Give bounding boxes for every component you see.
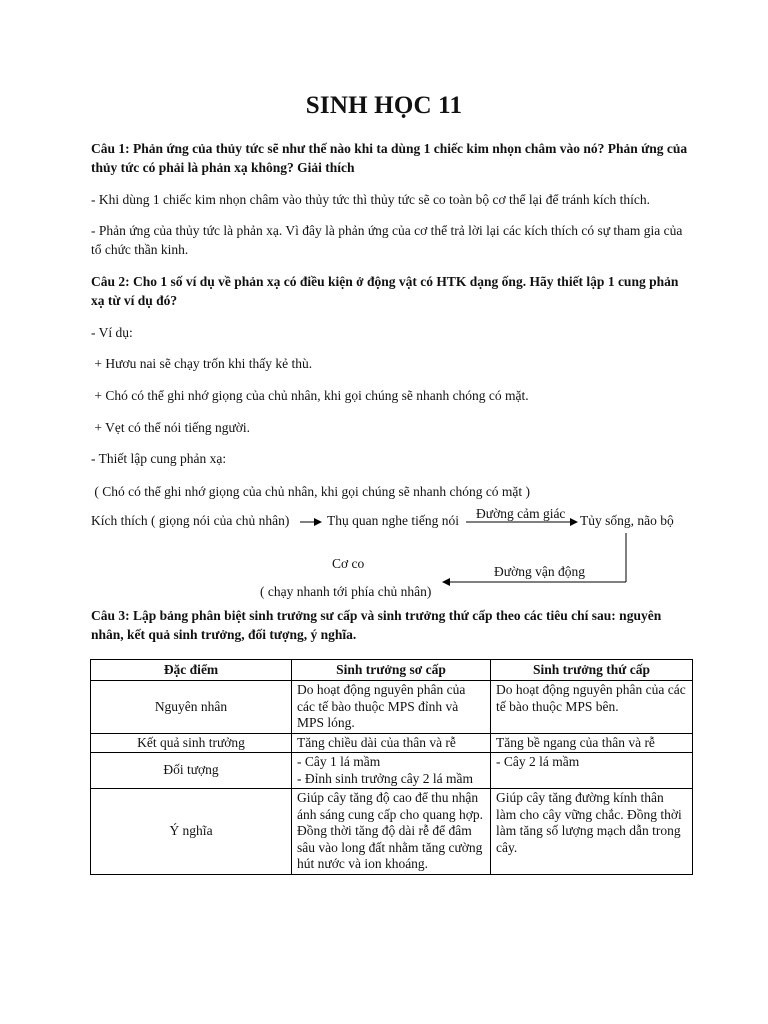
motor-path-label: Đường vận động	[494, 564, 585, 579]
answer-1-line-2: - Phản ứng của thủy tức là phản xạ. Vì đây là phản ứng của cơ thể trả lời lại các kích thích có sự tham gia của tổ chức thần kinh.	[91, 223, 683, 257]
question-2: Câu 2: Cho 1 số ví dụ về phản xạ có điều kiện ở động vật có HTK dạng ống. Hãy thiết lập 1 cung phản xạ từ ví dụ đó?	[91, 274, 679, 308]
arc-label: - Thiết lập cung phản xạ:	[91, 451, 227, 466]
table-row	[91, 733, 693, 753]
arrowhead-3	[442, 578, 450, 586]
center-label: Tủy sống, não bộ	[580, 513, 674, 528]
row-criteria-cause: Nguyên nhân	[91, 681, 292, 734]
answer-1-line-1: - Khi dùng 1 chiếc kim nhọn châm vào thủy tức thì thủy tức sẽ co toàn bộ cơ thể lại để tránh kích thích.	[91, 192, 651, 207]
response-label: ( chạy nhanh tới phía chủ nhân)	[260, 584, 432, 599]
cell-secondary-cause: Do hoạt động nguyên phân của các tế bào thuộc MPS bên.	[491, 681, 693, 734]
row-criteria-subject: Đối tượng	[91, 753, 292, 789]
row-criteria-meaning: Ý nghĩa	[91, 789, 292, 875]
table-row	[91, 753, 693, 789]
effector-label: Cơ co	[332, 556, 365, 571]
cell-secondary-meaning: Giúp cây tăng đường kính thân làm cho cây vững chắc. Đồng thời làm tăng số lượng mạch dẫn trong cây.	[491, 789, 693, 875]
question-1: Câu 1: Phản ứng của thủy tức sẽ như thế nào khi ta dùng 1 chiếc kim nhọn châm vào nó? Phản ứng của thủy tức có phải là phản xạ không? Giải thích	[91, 141, 688, 175]
example-item-1: + Hươu nai sẽ chạy trốn khi thấy kẻ thù.	[91, 356, 313, 371]
cell-secondary-result: Tăng bề ngang của thân và rễ	[491, 733, 693, 753]
sensory-path-label: Đường cảm giác	[476, 506, 566, 521]
receptor-label: Thụ quan nghe tiếng nói	[327, 513, 459, 528]
arrowhead-2	[570, 518, 578, 526]
cell-secondary-subject: - Cây 2 lá mầm	[491, 753, 693, 789]
cell-primary-meaning: Giúp cây tăng độ cao để thu nhận ánh sáng cung cấp cho quang hợp. Đồng thời tăng độ dài rễ để đâm sâu vào long đất nhằm tăng cường hút nước và ion khoáng.	[292, 789, 491, 875]
table-row	[91, 681, 693, 734]
arc-example: ( Chó có thể ghi nhớ giọng của chủ nhân, khi gọi chúng sẽ nhanh chóng có mặt )	[91, 484, 531, 499]
example-item-3: + Vẹt có thể nói tiếng người.	[91, 420, 251, 435]
cell-primary-subject: - Cây 1 lá mầm - Đỉnh sinh trưởng cây 2 lá mầm	[292, 753, 491, 789]
table-row	[91, 789, 693, 875]
example-item-2: + Chó có thể ghi nhớ giọng của chủ nhân, khi gọi chúng sẽ nhanh chóng có mặt.	[91, 388, 529, 403]
cell-primary-cause: Do hoạt động nguyên phân của các tế bào thuộc MPS đỉnh và MPS lóng.	[292, 681, 491, 734]
header-secondary-growth: Sinh trưởng thứ cấp	[491, 660, 693, 681]
cell-primary-result: Tăng chiều dài của thân và rễ	[292, 733, 491, 753]
stimulus-label: Kích thích ( giọng nói của chủ nhân)	[91, 513, 290, 528]
header-primary-growth: Sinh trưởng sơ cấp	[292, 660, 491, 681]
arrowhead-1	[314, 518, 322, 526]
row-criteria-result: Kết quả sinh trưởng	[91, 733, 292, 753]
table-header-row	[91, 660, 693, 681]
comparison-table	[90, 659, 693, 875]
question-3: Câu 3: Lập bảng phân biệt sinh trưởng sư cấp và sinh trưởng thứ cấp theo các tiêu chí sau: nguyên nhân, kết quả sinh trưởng, đối tượng, ý nghĩa.	[91, 608, 662, 642]
page-title: SINH HỌC 11	[305, 92, 463, 119]
examples-label: - Ví dụ:	[91, 325, 133, 340]
header-criteria: Đặc điểm	[91, 660, 292, 681]
